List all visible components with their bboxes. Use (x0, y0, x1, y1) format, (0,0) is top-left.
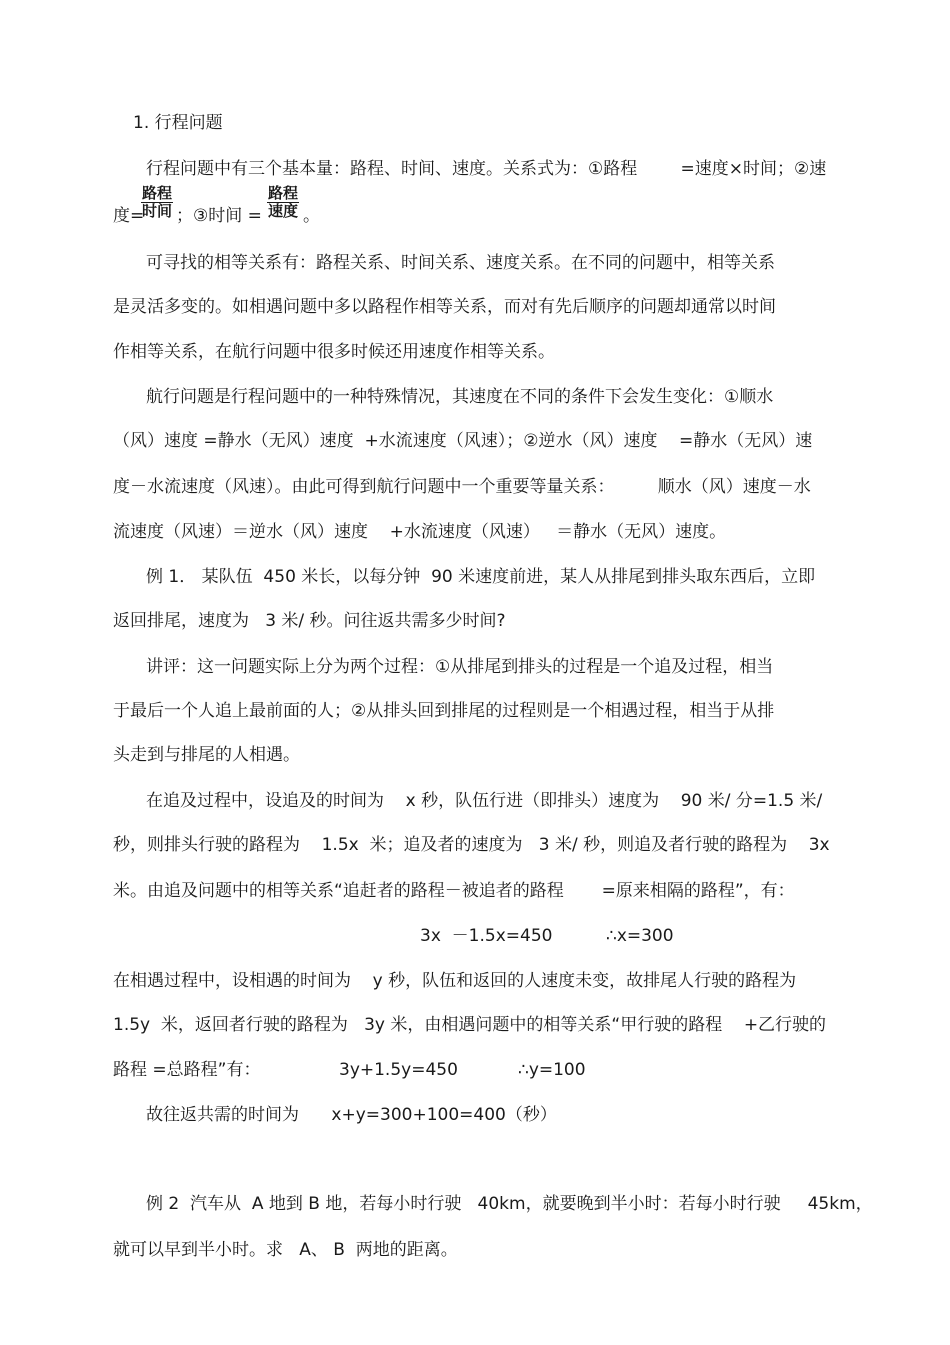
commentary-line: 在追及过程中，设追及的时间为 x 秒，队伍行进（即排头）速度为 90 米/ 分=1.5 米/ (146, 791, 823, 811)
fraction-distance-over-time (141, 185, 173, 220)
fraction-denominator: 时间 (142, 202, 173, 220)
example-1-line: 返回排尾，速度为 3 米/ 秒。问往返共需多少时间? (113, 611, 506, 631)
equation-result: ∴y=100 (518, 1060, 586, 1080)
commentary-line: 秒，则排头行驶的路程为 1.5x 米；追及者的速度为 3 米/ 秒，则追及者行驶的路程为 3x (113, 835, 830, 855)
commentary-line: 头走到与排尾的人相遇。 (113, 745, 300, 765)
equation-result: ∴x=300 (606, 926, 674, 946)
fraction-numerator: 路程 (268, 184, 299, 202)
commentary-line: 1.5y 米，返回者行驶的路程为 3y 米，由相遇问题中的相等关系“甲行驶的路程 +乙行驶的 (113, 1015, 827, 1035)
paragraph-line: 可寻找的相等关系有：路程关系、时间关系、速度关系。在不同的问题中，相等关系 (146, 253, 775, 273)
example-2-line: 例 2 汽车从 A 地到 B 地，若每小时行驶 40km，就要晚到半小时：若每小时行驶 45km， (146, 1194, 873, 1214)
paragraph-line: 。 (303, 206, 320, 226)
equation-left: 3y+1.5y=450 (339, 1060, 458, 1080)
paragraph-line: 行程问题中有三个基本量：路程、时间、速度。关系式为：①路程 =速度×时间；②速 (146, 159, 827, 179)
example-2-line: 就可以早到半小时。求 A、 B 两地的距离。 (113, 1240, 458, 1260)
paragraph-line: ；③时间 = (176, 206, 262, 226)
paragraph-line: 度= (113, 206, 145, 226)
paragraph-line: 流速度（风速）＝逆水（风）速度 +水流速度（风速） ＝静水（无风）速度。 (113, 522, 727, 542)
commentary-line: 讲评：这一问题实际上分为两个过程：①从排尾到排头的过程是一个追及过程，相当 (146, 657, 774, 677)
section-heading: 1. 行程问题 (133, 113, 223, 133)
commentary-line: 米。由追及问题中的相等关系“追赶者的路程－被追者的路程 =原来相隔的路程”，有： (113, 881, 795, 901)
example-1-line: 例 1． 某队伍 450 米长，以每分钟 90 米速度前进，某人从排尾到排头取东西后，立即 (146, 567, 816, 587)
paragraph-line: 度－水流速度（风速）。由此可得到航行问题中一个重要等量关系： 顺水（风）速度－水 (113, 477, 811, 497)
commentary-line: 于最后一个人追上最前面的人；②从排头回到排尾的过程则是一个相遇过程，相当于从排 (113, 701, 775, 721)
fraction-numerator: 路程 (142, 184, 173, 202)
commentary-line: 路程 =总路程”有： (113, 1060, 261, 1080)
equation-left: 3x －1.5x=450 (420, 926, 553, 946)
paragraph-line: 是灵活多变的。如相遇问题中多以路程作相等关系，而对有先后顺序的问题却通常以时间 (113, 297, 776, 317)
fraction-distance-over-speed (267, 185, 299, 220)
answer-line: 故往返共需的时间为 x+y=300+100=400（秒） (146, 1105, 557, 1125)
paragraph-line: 航行问题是行程问题中的一种特殊情况，其速度在不同的条件下会发生变化：①顺水 (146, 387, 774, 407)
paragraph-line: （风）速度 =静水（无风）速度 +水流速度（风速）；②逆水（风）速度 =静水（无风）速 (113, 431, 813, 451)
fraction-denominator: 速度 (268, 202, 299, 220)
commentary-line: 在相遇过程中，设相遇的时间为 y 秒，队伍和返回的人速度未变，故排尾人行驶的路程为 (113, 971, 797, 991)
paragraph-line: 作相等关系，在航行问题中很多时候还用速度作相等关系。 (113, 342, 555, 362)
